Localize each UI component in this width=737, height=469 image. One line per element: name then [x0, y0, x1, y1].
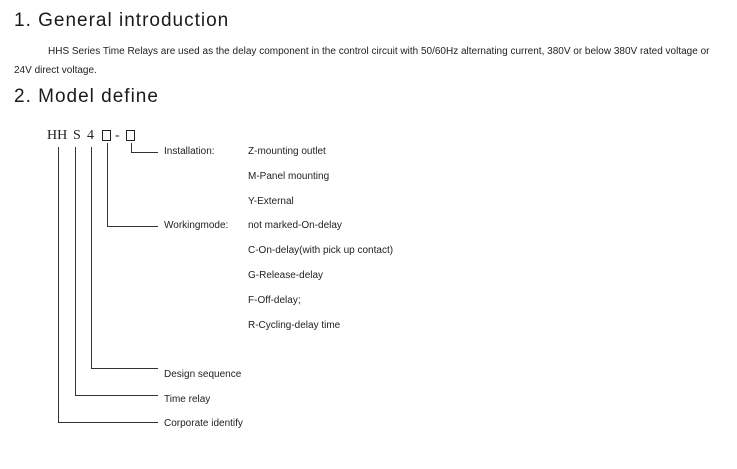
- working-mode-option-c: C-On-delay(with pick up contact): [248, 245, 394, 256]
- working-mode-option-g: G-Release-delay: [248, 270, 324, 281]
- model-code-4: 4: [87, 128, 94, 143]
- installation-option-z: Z-mounting outlet: [248, 146, 326, 157]
- general-introduction-paragraph: HHS Series Time Relays are used as the delay component in the control circuit with 50/60Hz alternating current, 380V or below 380V rated voltage or 24V direct voltage.: [14, 46, 710, 76]
- time-relay-label: Time relay: [164, 394, 211, 405]
- installation-option-m: M-Panel mounting: [248, 171, 330, 182]
- section-heading-model-define: 2. Model define: [14, 86, 159, 107]
- corporate-identify-label: Corporate identify: [164, 418, 243, 429]
- model-code-s: S: [73, 128, 81, 143]
- connector-corporate-identify: [59, 147, 159, 423]
- model-code-dash: -: [115, 128, 120, 143]
- working-mode-option-f: F-Off-delay;: [248, 295, 301, 306]
- design-sequence-label: Design sequence: [164, 369, 242, 380]
- installation-option-y: Y-External: [248, 196, 294, 207]
- connector-time-relay: [76, 147, 159, 396]
- working-mode-option-r: R-Cycling-delay time: [248, 320, 341, 331]
- connector-installation: [132, 143, 159, 153]
- model-code-hh: HH: [47, 128, 68, 143]
- working-mode-option-not-marked: not marked-On-delay: [248, 220, 342, 231]
- section-heading-general-introduction: 1. General introduction: [14, 10, 230, 31]
- working-mode-label: Workingmode:: [164, 220, 229, 231]
- connector-working-mode: [108, 143, 159, 227]
- connector-design-sequence: [92, 147, 159, 369]
- installation-label: Installation:: [164, 146, 215, 157]
